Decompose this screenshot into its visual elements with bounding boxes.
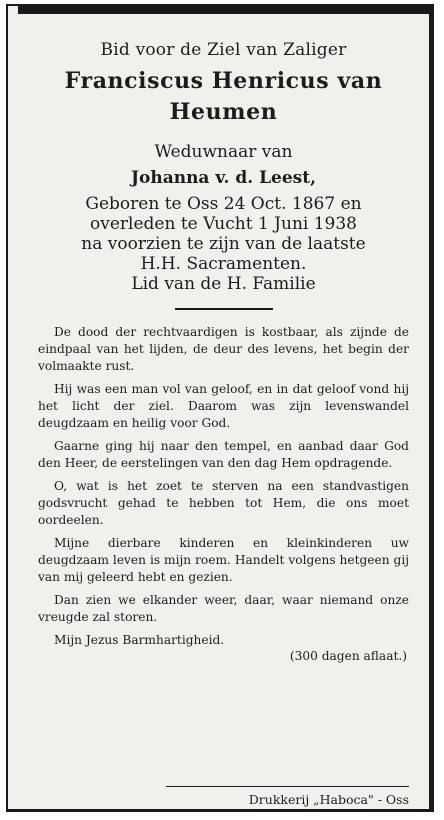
prayer-paragraph: Hij was een man vol van geloof, en in dat geloof vond hij het licht der ziel. Daarom was zijn levenswandel deugdzaam en heilig voor God.: [38, 382, 409, 430]
prayer-paragraph: Dan zien we elkander weer, daar, waar niemand onze vreugde zal storen.: [38, 593, 409, 624]
printer-credit: Drukkerij „Haboca" - Oss: [248, 792, 409, 807]
biography: [38, 194, 409, 294]
section-divider: [175, 308, 273, 310]
prayer-text: [38, 324, 409, 663]
widower-label: Weduwnaar van: [154, 142, 293, 162]
indulgence-note: (300 dagen aflaat.): [289, 649, 407, 663]
ejaculation-line: Mijn Jezus Barmhartigheid.: [54, 633, 225, 647]
bio-line: H.H. Sacramenten.: [140, 254, 307, 274]
intro-line: Bid voor de Ziel van Zaliger: [100, 40, 347, 60]
memorial-card: [6, 4, 434, 812]
prayer-paragraph: Mijne dierbare kinderen en kleinkinderen uw deugdzaam leven is mijn roem. Handelt volgens hetgeen gij van mij geleerd hebt en gezien.: [38, 536, 409, 584]
spouse-name: Johanna v. d. Leest,: [130, 168, 317, 188]
prayer-paragraph: O, wat is het zoet te sterven na een standvastigen godsvrucht gehad te hebben tot Hem, die ons moet oordeelen.: [38, 479, 409, 527]
top-border-stripe: [18, 6, 429, 14]
bio-line: overleden te Vucht 1 Juni 1938: [90, 214, 357, 234]
card-content: [38, 40, 409, 663]
deceased-name-line-1: Franciscus Henricus van: [64, 68, 383, 94]
footer-rule: [166, 786, 409, 787]
bio-line: Lid van de H. Familie: [131, 274, 316, 294]
prayer-paragraph: Gaarne ging hij naar den tempel, en aanbad daar God den Heer, de eerstelingen van den dag Hem opdragende.: [38, 439, 409, 470]
deceased-name-line-2: Heumen: [169, 99, 278, 125]
bio-line: Geboren te Oss 24 Oct. 1867 en: [85, 194, 362, 214]
bio-line: na voorzien te zijn van de laatste: [81, 234, 366, 254]
prayer-paragraph: De dood der rechtvaardigen is kostbaar, als zijnde de eindpaal van het lijden, de deur des levens, het begin der volmaakte rust.: [38, 325, 409, 373]
